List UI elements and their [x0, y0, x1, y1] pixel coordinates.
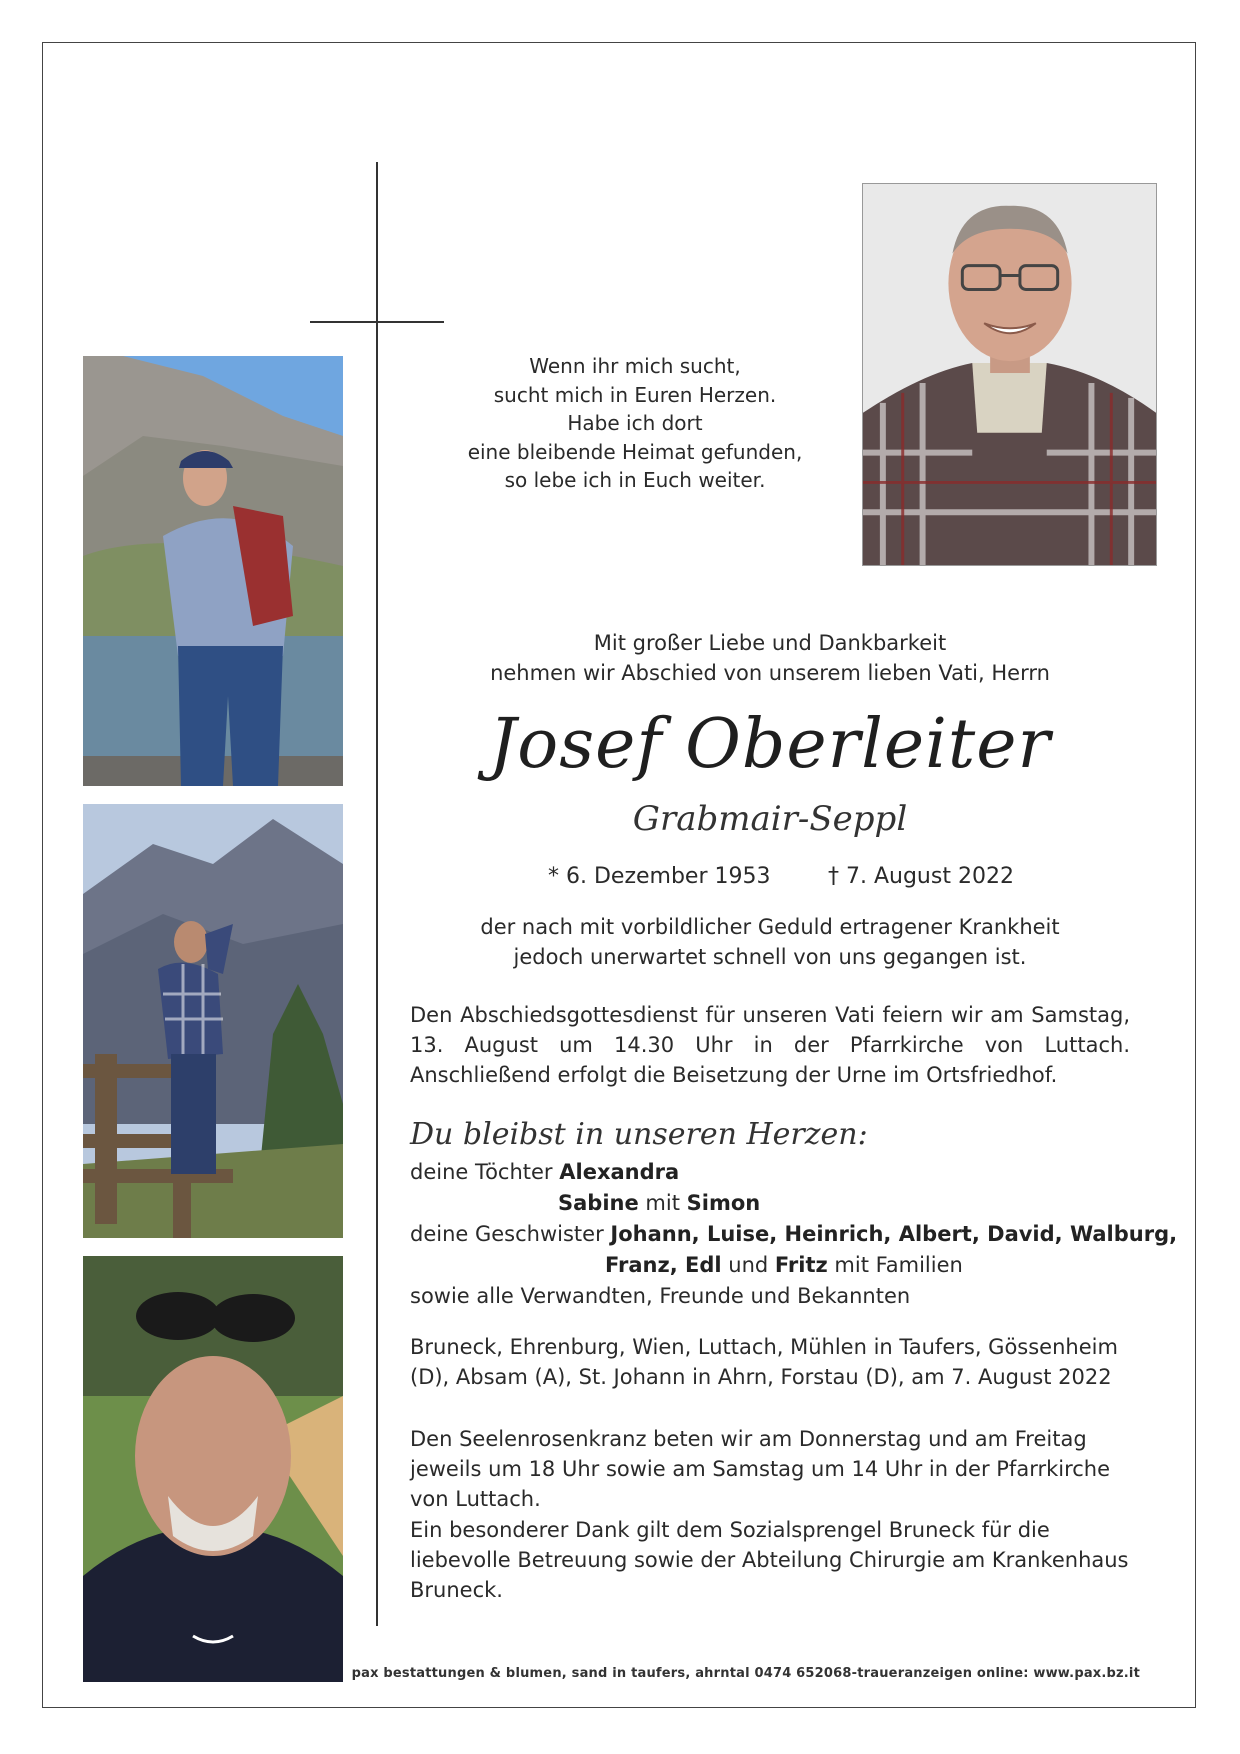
siblings-names: Franz, Edl: [605, 1253, 722, 1277]
rosary-text: Den Seelenrosenkranz beten wir am Donnerstag und am Freitag jeweils um 18 Uhr sowie am Samstag um 14 Uhr in der Pfarrkirche von Luttach.: [410, 1427, 1111, 1511]
deceased-nickname: Grabmair-Seppl: [632, 799, 908, 839]
mountain-photo: [83, 804, 343, 1238]
illness-text: [440, 912, 1100, 972]
death-date: † 7. August 2022: [828, 864, 1014, 889]
daughter-name: Sabine: [558, 1191, 639, 1215]
poem-line: eine bleibende Heimat gefunden,: [467, 439, 803, 464]
poem: [440, 352, 830, 495]
partner-name: Simon: [686, 1191, 761, 1215]
intro-line: nehmen wir Abschied von unserem lieben Vati, Herrn: [490, 661, 1050, 685]
daughters-label: deine Töchter: [410, 1160, 553, 1184]
poem-line: Habe ich dort: [567, 411, 703, 435]
poem-line: sucht mich in Euren Herzen.: [493, 382, 777, 407]
cross-horizontal-bar: [310, 321, 444, 323]
mourners-row-siblings: [410, 1219, 1178, 1250]
funeral-service-text: Den Abschiedsgottesdienst für unseren Vati feiern wir am Samstag, 13. August um 14.30 Uhr in der Pfarrkirche von Luttach. Anschließend erfolgt die Beisetzung der Urne im Ortsfriedhof.: [410, 1003, 1130, 1087]
siblings-names: Johann, Luise, Heinrich, Albert, David, Walburg,: [610, 1222, 1178, 1246]
portrait-photo: [862, 183, 1157, 566]
relatives-text: sowie alle Verwandten, Freunde und Bekannten: [410, 1284, 911, 1308]
places-date-text: Bruneck, Ehrenburg, Wien, Luttach, Mühlen in Taufers, Gössenheim (D), Absam (A), St. Johann in Ahrn, Forstau (D), am 7. August 2022: [410, 1335, 1118, 1389]
sibling-name: Fritz: [774, 1253, 828, 1277]
siblings-label: deine Geschwister: [410, 1222, 604, 1246]
deceased-name: Josef Oberleiter: [489, 705, 1051, 784]
daughter-name: Alexandra: [559, 1160, 680, 1184]
illness-line: der nach mit vorbildlicher Geduld ertragener Krankheit: [480, 915, 1060, 939]
with-families: mit Familien: [834, 1253, 963, 1277]
mourners-row-daughter2: [410, 1188, 1150, 1219]
illness-line: jedoch unerwartet schnell von uns gegangen ist.: [513, 945, 1027, 969]
motto: Du bleibst in unseren Herzen:: [410, 1117, 868, 1152]
birth-date: * 6. Dezember 1953: [548, 864, 771, 889]
hiking-photo: [83, 356, 343, 786]
poem-line: so lebe ich in Euch weiter.: [504, 468, 766, 492]
with-word: mit: [645, 1191, 680, 1215]
footer-undertaker: pax bestattungen & blumen, sand in taufers, ahrntal 0474 652068-traueranzeigen online: www.pax.bz.it: [351, 1666, 1140, 1681]
intro-line: Mit großer Liebe und Dankbarkeit: [593, 631, 947, 655]
intro-text: [440, 628, 1100, 688]
closeup-photo: [83, 1256, 343, 1682]
cross-vertical-bar: [376, 162, 378, 1626]
thanks-text: Ein besonderer Dank gilt dem Sozialsprengel Bruneck für die liebevolle Betreuung sowie der Abteilung Chirurgie am Krankenhaus Bruneck.: [410, 1518, 1129, 1602]
mourners-row-daughters: [410, 1157, 1150, 1188]
poem-line: Wenn ihr mich sucht,: [529, 354, 741, 378]
and-word: und: [728, 1253, 769, 1277]
mourners-list: [410, 1157, 1178, 1312]
mourners-row-relatives: [410, 1281, 1150, 1312]
mourners-row-siblings2: [410, 1250, 1150, 1281]
